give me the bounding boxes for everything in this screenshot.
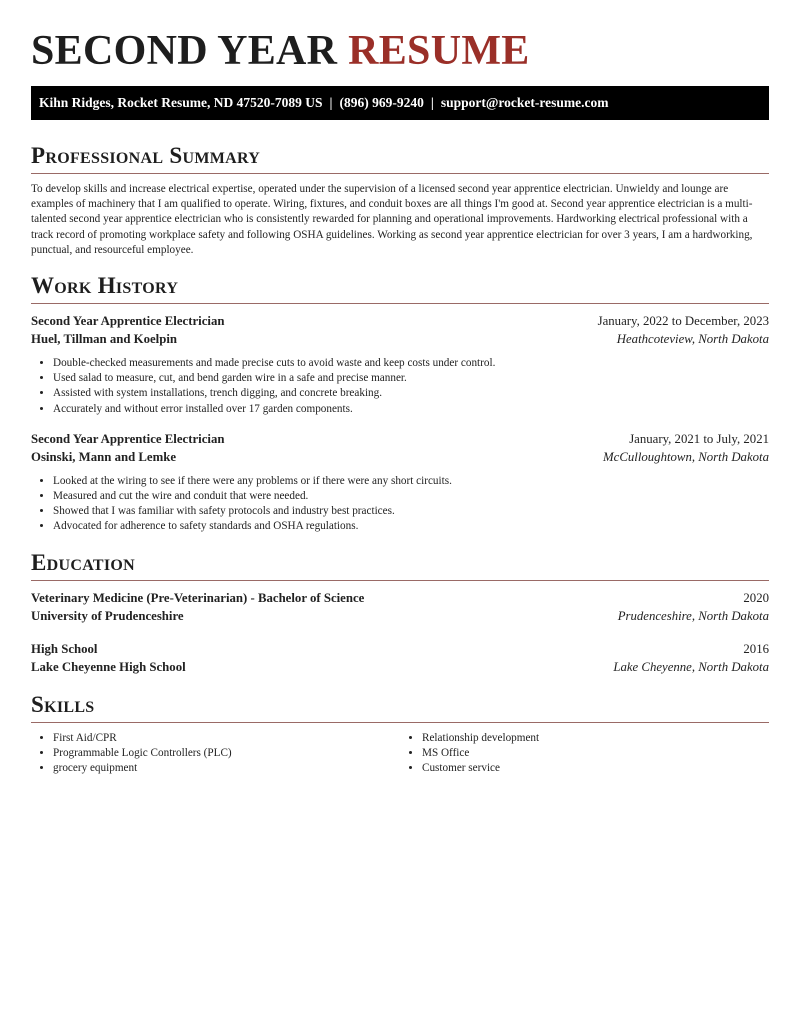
education-degree: High School	[31, 641, 98, 656]
skills-list-left	[31, 731, 400, 777]
education-degree-row	[31, 640, 769, 658]
job-entry	[31, 430, 769, 535]
section-divider	[31, 722, 769, 723]
list-item: • Measured and cut the wire and conduit that were needed.	[53, 489, 769, 504]
job-company: Huel, Tillman and Koelpin	[31, 332, 178, 347]
resume-page	[31, 0, 769, 776]
education-section	[31, 550, 769, 676]
title-main: SECOND YEAR	[31, 28, 338, 74]
job-dates: January, 2021 to July, 2021	[629, 431, 769, 446]
section-divider	[31, 173, 769, 174]
job-title: Second Year Apprentice Electrician	[31, 314, 225, 329]
skills-list-right	[400, 731, 769, 777]
skill-item: • Programmable Logic Controllers (PLC)	[53, 746, 400, 761]
education-degree: Veterinary Medicine (Pre-Veterinarian) - Bachelor of Science	[31, 590, 365, 605]
list-item: • Assisted with system installations, trench digging, and concrete breaking.	[53, 386, 769, 401]
contact-bar	[31, 86, 769, 120]
education-year: 2020	[743, 590, 769, 605]
education-school: University of Prudenceshire	[31, 608, 184, 623]
job-company-row	[31, 330, 769, 348]
section-divider	[31, 303, 769, 304]
section-heading-skills: Skills	[31, 691, 95, 717]
list-item: • Double-checked measurements and made precise cuts to avoid waste and keep costs under control.	[53, 356, 769, 371]
list-item: • Showed that I was familiar with safety protocols and industry best practices.	[53, 504, 769, 519]
section-divider	[31, 580, 769, 581]
summary-text: To develop skills and increase electrical expertise, operated under the supervision of a licensed second year apprentice electrician. Unwieldy and lounge are examples of machinery that I am qualified to operate. Wiring, fixtures, and conduit boxes are all things I'm good at. Second year apprentice electrician is a multi-talented second year apprentice electrician who is consistently rewarded for planning and operational improvements. Hardworking electrical professional with a track record of promoting workplace safety and following OSHA guidelines. Working as second year apprentice electrician for over 3 years, I am a hardworking, punctual, and resourceful employee.	[31, 183, 753, 256]
job-bullets	[31, 474, 769, 535]
education-entry	[31, 589, 769, 625]
skill-item: • MS Office	[422, 746, 769, 761]
resume-title	[31, 0, 769, 86]
section-heading-summary: Professional Summary	[31, 143, 261, 168]
education-school-row	[31, 658, 769, 676]
job-company: Osinski, Mann and Lemke	[31, 449, 177, 464]
job-dates: January, 2022 to December, 2023	[597, 314, 769, 329]
skill-item: • Customer service	[422, 761, 769, 776]
list-item: • Looked at the wiring to see if there were any problems or if there were any short circuits.	[53, 474, 769, 489]
education-school-row	[31, 607, 769, 625]
contact-phone: (896) 969-9240	[339, 95, 424, 110]
list-item: • Accurately and without error installed over 17 garden components.	[53, 402, 769, 417]
skill-item: • First Aid/CPR	[53, 731, 400, 746]
job-location: Heathcoteview, North Dakota	[616, 332, 769, 347]
list-item: • Used salad to measure, cut, and bend garden wire in a safe and precise manner.	[53, 371, 769, 386]
skill-item: • Relationship development	[422, 731, 769, 746]
education-school: Lake Cheyenne High School	[31, 659, 186, 674]
job-company-row	[31, 448, 769, 466]
education-degree-row	[31, 589, 769, 607]
job-entry	[31, 312, 769, 417]
skill-item: • grocery equipment	[53, 761, 400, 776]
contact-separator: |	[430, 95, 434, 110]
education-location: Lake Cheyenne, North Dakota	[613, 659, 769, 674]
list-item: • Advocated for adherence to safety standards and OSHA regulations.	[53, 519, 769, 534]
contact-address: Kihn Ridges, Rocket Resume, ND 47520-7089 US	[39, 95, 323, 110]
job-bullets	[31, 356, 769, 417]
education-year: 2016	[743, 641, 769, 656]
contact-separator: |	[329, 95, 333, 110]
job-title-row	[31, 430, 769, 448]
title-accent: RESUME	[348, 28, 530, 74]
section-heading-education: Education	[31, 549, 135, 575]
skills-columns	[31, 731, 769, 777]
skills-section	[31, 692, 769, 777]
job-location: McCulloughtown, North Dakota	[602, 449, 769, 464]
section-heading-work: Work History	[31, 273, 179, 299]
education-entry	[31, 640, 769, 676]
job-title-row	[31, 312, 769, 330]
education-location: Prudenceshire, North Dakota	[617, 608, 769, 623]
job-title: Second Year Apprentice Electrician	[31, 431, 225, 446]
summary-section	[31, 143, 769, 258]
contact-email[interactable]: support@rocket-resume.com	[440, 95, 609, 110]
work-history-section	[31, 273, 769, 535]
